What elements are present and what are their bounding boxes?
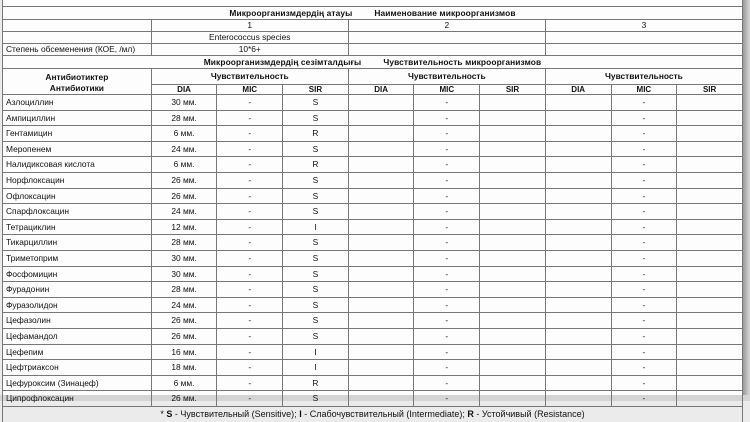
sir-value-2 (480, 282, 546, 298)
mic-header: MIC (217, 85, 283, 95)
mic-value: - (217, 344, 283, 360)
column-number-1: 1 (151, 20, 348, 32)
contamination-label: Степень обсеменения (КОЕ, /мл) (3, 44, 152, 56)
dia-value: 18 мм. (151, 360, 217, 376)
column-number-3: 3 (545, 20, 742, 32)
mic-value-3: - (611, 110, 677, 126)
dia-value-2 (348, 157, 414, 173)
dia-value-3 (545, 391, 611, 407)
dia-value-2 (348, 235, 414, 251)
dia-value: 16 мм. (151, 344, 217, 360)
sir-value-3 (677, 188, 743, 204)
sir-value-3 (677, 235, 743, 251)
dia-value-3 (545, 204, 611, 220)
mic-value-3: - (611, 172, 677, 188)
antibiotic-name: Меропенем (3, 141, 152, 157)
sir-value-2 (480, 126, 546, 142)
mic-value-3: - (611, 235, 677, 251)
mic-value-3: - (611, 95, 677, 111)
mic-value-3: - (611, 360, 677, 376)
table-row (3, 126, 743, 142)
antibiotic-name: Азлоциллин (3, 95, 152, 111)
dia-value-2 (348, 141, 414, 157)
dia-value-2 (348, 126, 414, 142)
table-row (3, 110, 743, 126)
dia-value-2 (348, 110, 414, 126)
dia-value-2 (348, 172, 414, 188)
sir-value-3 (677, 344, 743, 360)
mic-value: - (217, 328, 283, 344)
microorganism-name-row (3, 7, 743, 20)
dia-value: 30 мм. (151, 95, 217, 111)
sir-value-3 (677, 297, 743, 313)
table-row (3, 360, 743, 376)
dia-value-2 (348, 313, 414, 329)
sensitivity-group-3: Чувствительность (545, 69, 742, 85)
sir-value-3 (677, 141, 743, 157)
mic-value-3: - (611, 297, 677, 313)
mic-value-2: - (414, 344, 480, 360)
dia-value-3 (545, 328, 611, 344)
dia-value-3 (545, 141, 611, 157)
mic-value-2: - (414, 172, 480, 188)
legend-i-key: I (299, 408, 302, 419)
mic-value: - (217, 219, 283, 235)
antibiotic-column-header (3, 69, 152, 95)
dia-value-2 (348, 328, 414, 344)
dia-value-2 (348, 360, 414, 376)
sir-value-2 (480, 219, 546, 235)
sir-value: S (283, 141, 349, 157)
dia-value-2 (348, 266, 414, 282)
mic-value-2: - (414, 360, 480, 376)
dia-header: DIA (348, 85, 414, 95)
dia-value-2 (348, 344, 414, 360)
dia-value-3 (545, 95, 611, 111)
mic-value-2: - (414, 110, 480, 126)
dia-value: 26 мм. (151, 188, 217, 204)
antibiotic-name: Цефазолин (3, 313, 152, 329)
legend-s-text: - Чувствительный (Sensitive); (172, 408, 297, 419)
dia-value: 24 мм. (151, 297, 217, 313)
mic-value-2: - (414, 250, 480, 266)
dia-value-3 (545, 282, 611, 298)
mic-value: - (217, 266, 283, 282)
table-row (3, 328, 743, 344)
sir-value: S (283, 250, 349, 266)
table-row (3, 297, 743, 313)
sir-value-3 (677, 204, 743, 220)
title-kk: Микроорганизмдердің атауы (229, 7, 353, 18)
sir-value: S (283, 235, 349, 251)
sir-value-3 (677, 250, 743, 266)
legend-i-text: - Слабочувствительный (Intermediate); (301, 408, 465, 419)
table-row (3, 204, 743, 220)
sir-value: S (283, 282, 349, 298)
sir-value-2 (480, 141, 546, 157)
table-row (3, 95, 743, 111)
dia-value-3 (545, 266, 611, 282)
column-number-2: 2 (348, 20, 545, 32)
dia-value-2 (348, 95, 414, 111)
sir-value-2 (480, 250, 546, 266)
sir-value: S (283, 204, 349, 220)
mic-value-3: - (611, 344, 677, 360)
mic-value-2: - (414, 297, 480, 313)
dia-value-2 (348, 219, 414, 235)
mic-value: - (217, 172, 283, 188)
dia-value: 6 мм. (151, 157, 217, 173)
legend-asterisk: * (160, 408, 164, 419)
sir-header: SIR (677, 85, 743, 95)
sir-value-2 (480, 204, 546, 220)
sir-value-3 (677, 360, 743, 376)
sir-value: R (283, 375, 349, 391)
dia-value-3 (545, 313, 611, 329)
mic-value-2: - (414, 313, 480, 329)
mic-value-3: - (611, 157, 677, 173)
mic-value-2: - (414, 266, 480, 282)
mic-value-2: - (414, 391, 480, 407)
dia-value-3 (545, 360, 611, 376)
sir-value-2 (480, 235, 546, 251)
dia-value: 26 мм. (151, 313, 217, 329)
sir-value: S (283, 95, 349, 111)
sir-value-3 (677, 266, 743, 282)
mic-value-3: - (611, 188, 677, 204)
dia-value-2 (348, 391, 414, 407)
table-row (3, 235, 743, 251)
mic-value-3: - (611, 219, 677, 235)
dia-header: DIA (151, 85, 217, 95)
mic-value-3: - (611, 313, 677, 329)
dia-value-3 (545, 172, 611, 188)
antibiotic-head-ru: Антибиотики (49, 82, 104, 93)
dia-value-3 (545, 110, 611, 126)
table-row (3, 188, 743, 204)
mic-value: - (217, 250, 283, 266)
organism-row (3, 32, 743, 44)
dia-value-3 (545, 235, 611, 251)
legend-r-text: - Устойчивый (Resistance) (473, 408, 585, 419)
sir-value: R (283, 157, 349, 173)
mic-value-2: - (414, 95, 480, 111)
dia-value-2 (348, 297, 414, 313)
sir-header: SIR (283, 85, 349, 95)
table-row (3, 219, 743, 235)
sir-value-3 (677, 110, 743, 126)
sir-value: S (283, 391, 349, 407)
dia-value-3 (545, 126, 611, 142)
dia-value-3 (545, 188, 611, 204)
mic-value: - (217, 313, 283, 329)
title-ru: Наименование микроорганизмов (374, 7, 516, 18)
dia-value-3 (545, 297, 611, 313)
sir-value: I (283, 219, 349, 235)
table-row (3, 266, 743, 282)
antibiotic-name: Цефепим (3, 344, 152, 360)
dia-value: 28 мм. (151, 110, 217, 126)
mic-value: - (217, 126, 283, 142)
mic-value: - (217, 188, 283, 204)
mic-value: - (217, 375, 283, 391)
dia-value: 30 мм. (151, 250, 217, 266)
dia-value: 28 мм. (151, 235, 217, 251)
sir-value-3 (677, 172, 743, 188)
mic-value: - (217, 110, 283, 126)
antibiotic-name: Ампициллин (3, 110, 152, 126)
mic-value-2: - (414, 126, 480, 142)
sir-value-2 (480, 110, 546, 126)
mic-value-3: - (611, 141, 677, 157)
dia-value: 6 мм. (151, 375, 217, 391)
mic-value-2: - (414, 188, 480, 204)
sir-value-2 (480, 344, 546, 360)
table-row (3, 141, 743, 157)
table-row (3, 250, 743, 266)
sensitivity-group-1: Чувствительность (151, 69, 348, 85)
mic-value-3: - (611, 204, 677, 220)
contamination-value: 10*6+ (151, 44, 348, 56)
antibiotic-name: Тикарциллин (3, 235, 152, 251)
sensitivity-title-row (3, 56, 743, 69)
mic-value: - (217, 141, 283, 157)
antibiotic-name: Норфлоксацин (3, 172, 152, 188)
mic-value-2: - (414, 282, 480, 298)
sir-value-2 (480, 313, 546, 329)
table-row (3, 375, 743, 391)
dia-value: 26 мм. (151, 328, 217, 344)
antibiotic-name: Спарфлоксацин (3, 204, 152, 220)
dia-value: 30 мм. (151, 266, 217, 282)
sir-value: S (283, 266, 349, 282)
mic-value-2: - (414, 204, 480, 220)
dia-value-2 (348, 375, 414, 391)
sir-value-2 (480, 172, 546, 188)
sir-value: I (283, 344, 349, 360)
mic-header: MIC (414, 85, 480, 95)
mic-value: - (217, 235, 283, 251)
mic-value-3: - (611, 126, 677, 142)
contamination-row (3, 44, 743, 56)
dia-value: 6 мм. (151, 126, 217, 142)
sir-value-3 (677, 375, 743, 391)
sir-value: S (283, 297, 349, 313)
sir-value: S (283, 110, 349, 126)
sir-value-2 (480, 95, 546, 111)
sir-value-2 (480, 157, 546, 173)
column-number-row (3, 20, 743, 32)
table-row (3, 157, 743, 173)
sir-value-2 (480, 188, 546, 204)
mic-value: - (217, 360, 283, 376)
dia-value: 24 мм. (151, 141, 217, 157)
sensitivity-title (3, 56, 743, 69)
dia-value: 26 мм. (151, 172, 217, 188)
antibiotic-name: Цефамандол (3, 328, 152, 344)
dia-value-2 (348, 250, 414, 266)
legend (3, 406, 743, 422)
legend-r-key: R (467, 408, 474, 419)
antibiotic-head-kk: Антибиотиктер (45, 72, 109, 82)
mic-value-3: - (611, 328, 677, 344)
mic-value-2: - (414, 157, 480, 173)
sensitivity-group-2: Чувствительность (348, 69, 545, 85)
antibiotic-name: Триметоприм (3, 250, 152, 266)
mic-value: - (217, 297, 283, 313)
sir-value: S (283, 313, 349, 329)
mic-value: - (217, 95, 283, 111)
antibiotic-name: Фурадонин (3, 282, 152, 298)
sir-value: R (283, 126, 349, 142)
sir-value-2 (480, 328, 546, 344)
sir-value-2 (480, 266, 546, 282)
sensitivity-kk: Микроорганизмдердің сезімталдығы (203, 56, 362, 67)
mic-value-3: - (611, 391, 677, 407)
mic-value-3: - (611, 266, 677, 282)
sir-value: S (283, 328, 349, 344)
antibiotic-name: Фуразолидон (3, 297, 152, 313)
mic-value: - (217, 204, 283, 220)
dia-value: 26 мм. (151, 391, 217, 407)
sir-value-3 (677, 95, 743, 111)
table-row (3, 391, 743, 407)
mic-value: - (217, 157, 283, 173)
dia-value-3 (545, 250, 611, 266)
mic-value: - (217, 282, 283, 298)
page-edge-shadow (743, 0, 750, 401)
sir-value-2 (480, 360, 546, 376)
antibiotic-name: Гентамицин (3, 126, 152, 142)
dia-value: 28 мм. (151, 282, 217, 298)
dia-value: 12 мм. (151, 219, 217, 235)
legend-s-key: S (166, 408, 173, 419)
mic-value-2: - (414, 235, 480, 251)
sir-value: I (283, 360, 349, 376)
sensitivity-ru: Чувствительность микроорганизмов (383, 56, 542, 67)
sir-value-3 (677, 391, 743, 407)
antibiotic-name: Фосфомицин (3, 266, 152, 282)
mic-value-2: - (414, 328, 480, 344)
sir-value: S (283, 188, 349, 204)
antibiogram-table (2, 0, 743, 422)
antibiotic-name: Цефтриаксон (3, 360, 152, 376)
microorganism-name-title (3, 7, 743, 20)
mic-value: - (217, 391, 283, 407)
mic-header: MIC (611, 85, 677, 95)
sir-value-2 (480, 375, 546, 391)
dia-value-3 (545, 344, 611, 360)
dia-value-3 (545, 375, 611, 391)
sir-header: SIR (480, 85, 546, 95)
mic-value-3: - (611, 282, 677, 298)
dia-header: DIA (545, 85, 611, 95)
mic-value-3: - (611, 250, 677, 266)
sir-value-3 (677, 282, 743, 298)
dia-value-2 (348, 188, 414, 204)
antibiotic-name: Тетрациклин (3, 219, 152, 235)
sir-value-3 (677, 313, 743, 329)
mic-value-3: - (611, 375, 677, 391)
antibiotic-name: Цефуроксим (Зинацеф) (3, 375, 152, 391)
sir-value-3 (677, 219, 743, 235)
table-row (3, 344, 743, 360)
dia-value-3 (545, 219, 611, 235)
antibiotic-name: Налидиксовая кислота (3, 157, 152, 173)
antibiotic-name: Ципрофлоксацин (3, 391, 152, 407)
table-row (3, 313, 743, 329)
sir-value-3 (677, 157, 743, 173)
organism-name: Enterococcus species (151, 32, 348, 44)
mic-value-2: - (414, 141, 480, 157)
dia-value-3 (545, 157, 611, 173)
mic-value-2: - (414, 219, 480, 235)
group-header-row (3, 69, 743, 85)
table-row (3, 282, 743, 298)
sir-value-2 (480, 297, 546, 313)
sir-value-2 (480, 391, 546, 407)
sir-value: S (283, 172, 349, 188)
sir-value-3 (677, 328, 743, 344)
sir-value-3 (677, 126, 743, 142)
antibiotic-rows (3, 95, 743, 407)
dia-value-2 (348, 282, 414, 298)
legend-row (3, 406, 743, 422)
dia-value: 24 мм. (151, 204, 217, 220)
dia-value-2 (348, 204, 414, 220)
table-row (3, 172, 743, 188)
antibiotic-name: Офлоксацин (3, 188, 152, 204)
mic-value-2: - (414, 375, 480, 391)
